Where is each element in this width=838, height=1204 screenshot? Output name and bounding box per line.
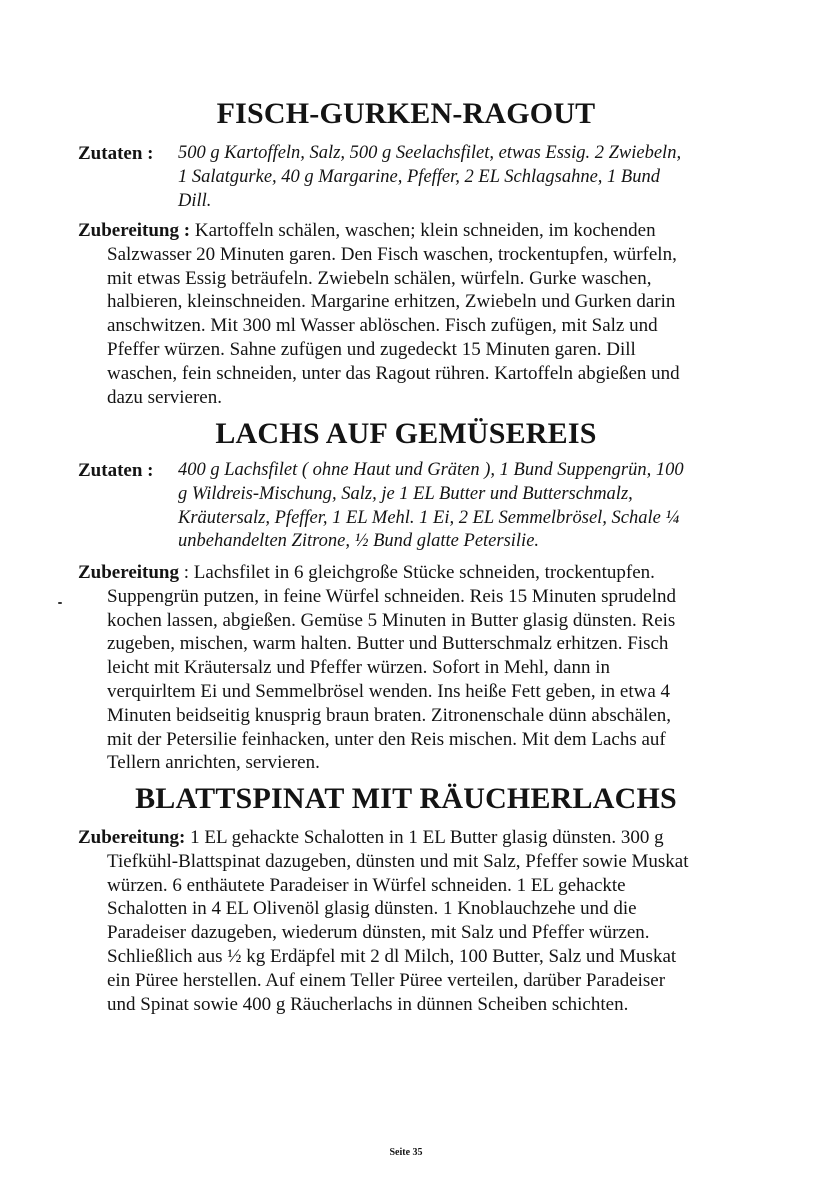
preparation-line: Pfeffer würzen. Sahne zufügen und zugedeckt 15 Minuten garen. Dill — [107, 338, 636, 360]
preparation-line: waschen, fein schneiden, unter das Ragout rühren. Kartoffeln abgießen und — [107, 362, 680, 384]
preparation-line: dazu servieren. — [107, 386, 222, 408]
preparation-line: Schließlich aus ½ kg Erdäpfel mit 2 dl Milch, 100 Butter, Salz und Muskat — [107, 945, 677, 967]
ingredients-list — [178, 459, 764, 554]
ingredients-line: 500 g Kartoffeln, Salz, 500 g Seelachsfilet, etwas Essig. 2 Zwiebeln, — [178, 143, 682, 163]
preparation-section-blattspinat-mit-raeucherlachs — [78, 826, 758, 1016]
preparation-line: mit etwas Essig beträufeln. Zwiebeln schälen, würfeln. Gurke waschen, — [107, 267, 652, 289]
preparation-line: Suppengrün putzen, in feine Würfel schneiden. Reis 15 Minuten sprudelnd — [107, 585, 676, 607]
page-number: Seite 35 — [389, 1147, 423, 1158]
preparation-section-fisch-gurken-ragout — [78, 219, 758, 409]
ingredients-label: Zutaten : — [78, 460, 154, 481]
recipe-title-blattspinat-mit-raeucherlachs: BLATTSPINAT MIT RÄUCHERLACHS — [135, 782, 677, 815]
preparation-label: Zubereitung — [78, 562, 180, 583]
preparation-line: verquirltem Ei und Semmelbrösel wenden. Ins heiße Fett geben, in etwa 4 — [107, 680, 670, 702]
preparation-line — [78, 219, 758, 243]
ingredients-line: 1 Salatgurke, 40 g Margarine, Pfeffer, 2 EL Schlagsahne, 1 Bund — [178, 166, 660, 187]
ingredients-line: Dill. — [178, 190, 212, 211]
preparation-line: Salzwasser 20 Minuten garen. Den Fisch waschen, trockentupfen, würfeln, — [107, 243, 677, 265]
preparation-label: Zubereitung: — [78, 827, 186, 848]
ingredients-line: g Wildreis-Mischung, Salz, je 1 EL Butter und Butterschmalz, — [178, 483, 633, 504]
preparation-line: mit der Petersilie feinhacken, unter den Reis mischen. Mit dem Lachs auf — [107, 728, 666, 750]
preparation-text: 1 EL gehackte Schalotten in 1 EL Butter glasig dünsten. 300 g — [190, 827, 664, 848]
recipe-title-fisch-gurken-ragout: FISCH-GURKEN-RAGOUT — [216, 97, 596, 130]
preparation-line: würzen. 6 enthäutete Paradeiser in Würfel schneiden. 1 EL gehackte — [107, 874, 626, 896]
preparation-text: : Lachsfilet in 6 gleichgroße Stücke schneiden, trockentupfen. — [183, 562, 655, 583]
preparation-line: zugeben, mischen, warm halten. Butter und Butterschmalz erhitzen. Fisch — [107, 633, 669, 655]
preparation-section-lachs-auf-gemuesereis — [78, 561, 758, 775]
preparation-text: Kartoffeln schälen, waschen; klein schneiden, im kochenden — [194, 220, 656, 241]
preparation-line: leicht mit Kräutersalz und Pfeffer würzen. Sofort in Mehl, dann in — [107, 657, 611, 679]
ingredients-line: 400 g Lachsfilet ( ohne Haut und Gräten ), 1 Bund Suppengrün, 100 — [178, 460, 684, 480]
preparation-line — [78, 826, 758, 850]
preparation-line: halbieren, kleinschneiden. Margarine erhitzen, Zwiebeln und Gurken darin — [107, 291, 676, 313]
preparation-line: Paradeiser dazugeben, wiederum dünsten, mit Salz und Pfeffer würzen. — [107, 922, 650, 944]
ingredients-line: unbehandelten Zitrone, ½ Bund glatte Petersilie. — [178, 531, 540, 552]
preparation-line: und Spinat sowie 400 g Räucherlachs in dünnen Scheiben schichten. — [107, 993, 629, 1015]
ingredients-line: Kräutersalz, Pfeffer, 1 EL Mehl. 1 Ei, 2 EL Semmelbrösel, Schale ¼ — [178, 507, 680, 528]
preparation-line: Tiefkühl-Blattspinat dazugeben, dünsten und mit Salz, Pfeffer sowie Muskat — [107, 850, 689, 872]
ingredients-list — [178, 142, 764, 213]
preparation-line: Schalotten in 4 EL Olivenöl glasig dünsten. 1 Knoblauchzehe und die — [107, 898, 637, 920]
recipe-title-lachs-auf-gemuesereis: LACHS AUF GEMÜSEREIS — [215, 417, 597, 450]
preparation-line — [78, 561, 758, 585]
preparation-line: Tellern anrichten, servieren. — [107, 752, 320, 774]
preparation-label: Zubereitung : — [78, 220, 191, 241]
ingredients-label: Zutaten : — [78, 143, 154, 164]
scan-speck — [58, 602, 62, 604]
preparation-line: anschwitzen. Mit 300 ml Wasser ablöschen. Fisch zufügen, mit Salz und — [107, 315, 658, 337]
preparation-line: Minuten beidseitig knusprig braun braten. Zitronenschale dünn abschälen, — [107, 704, 672, 726]
preparation-line: ein Püree herstellen. Auf einem Teller Püree verteilen, darüber Paradeiser — [107, 969, 666, 991]
preparation-line: kochen lassen, abgießen. Gemüse 5 Minuten in Butter glasig dünsten. Reis — [107, 609, 676, 631]
